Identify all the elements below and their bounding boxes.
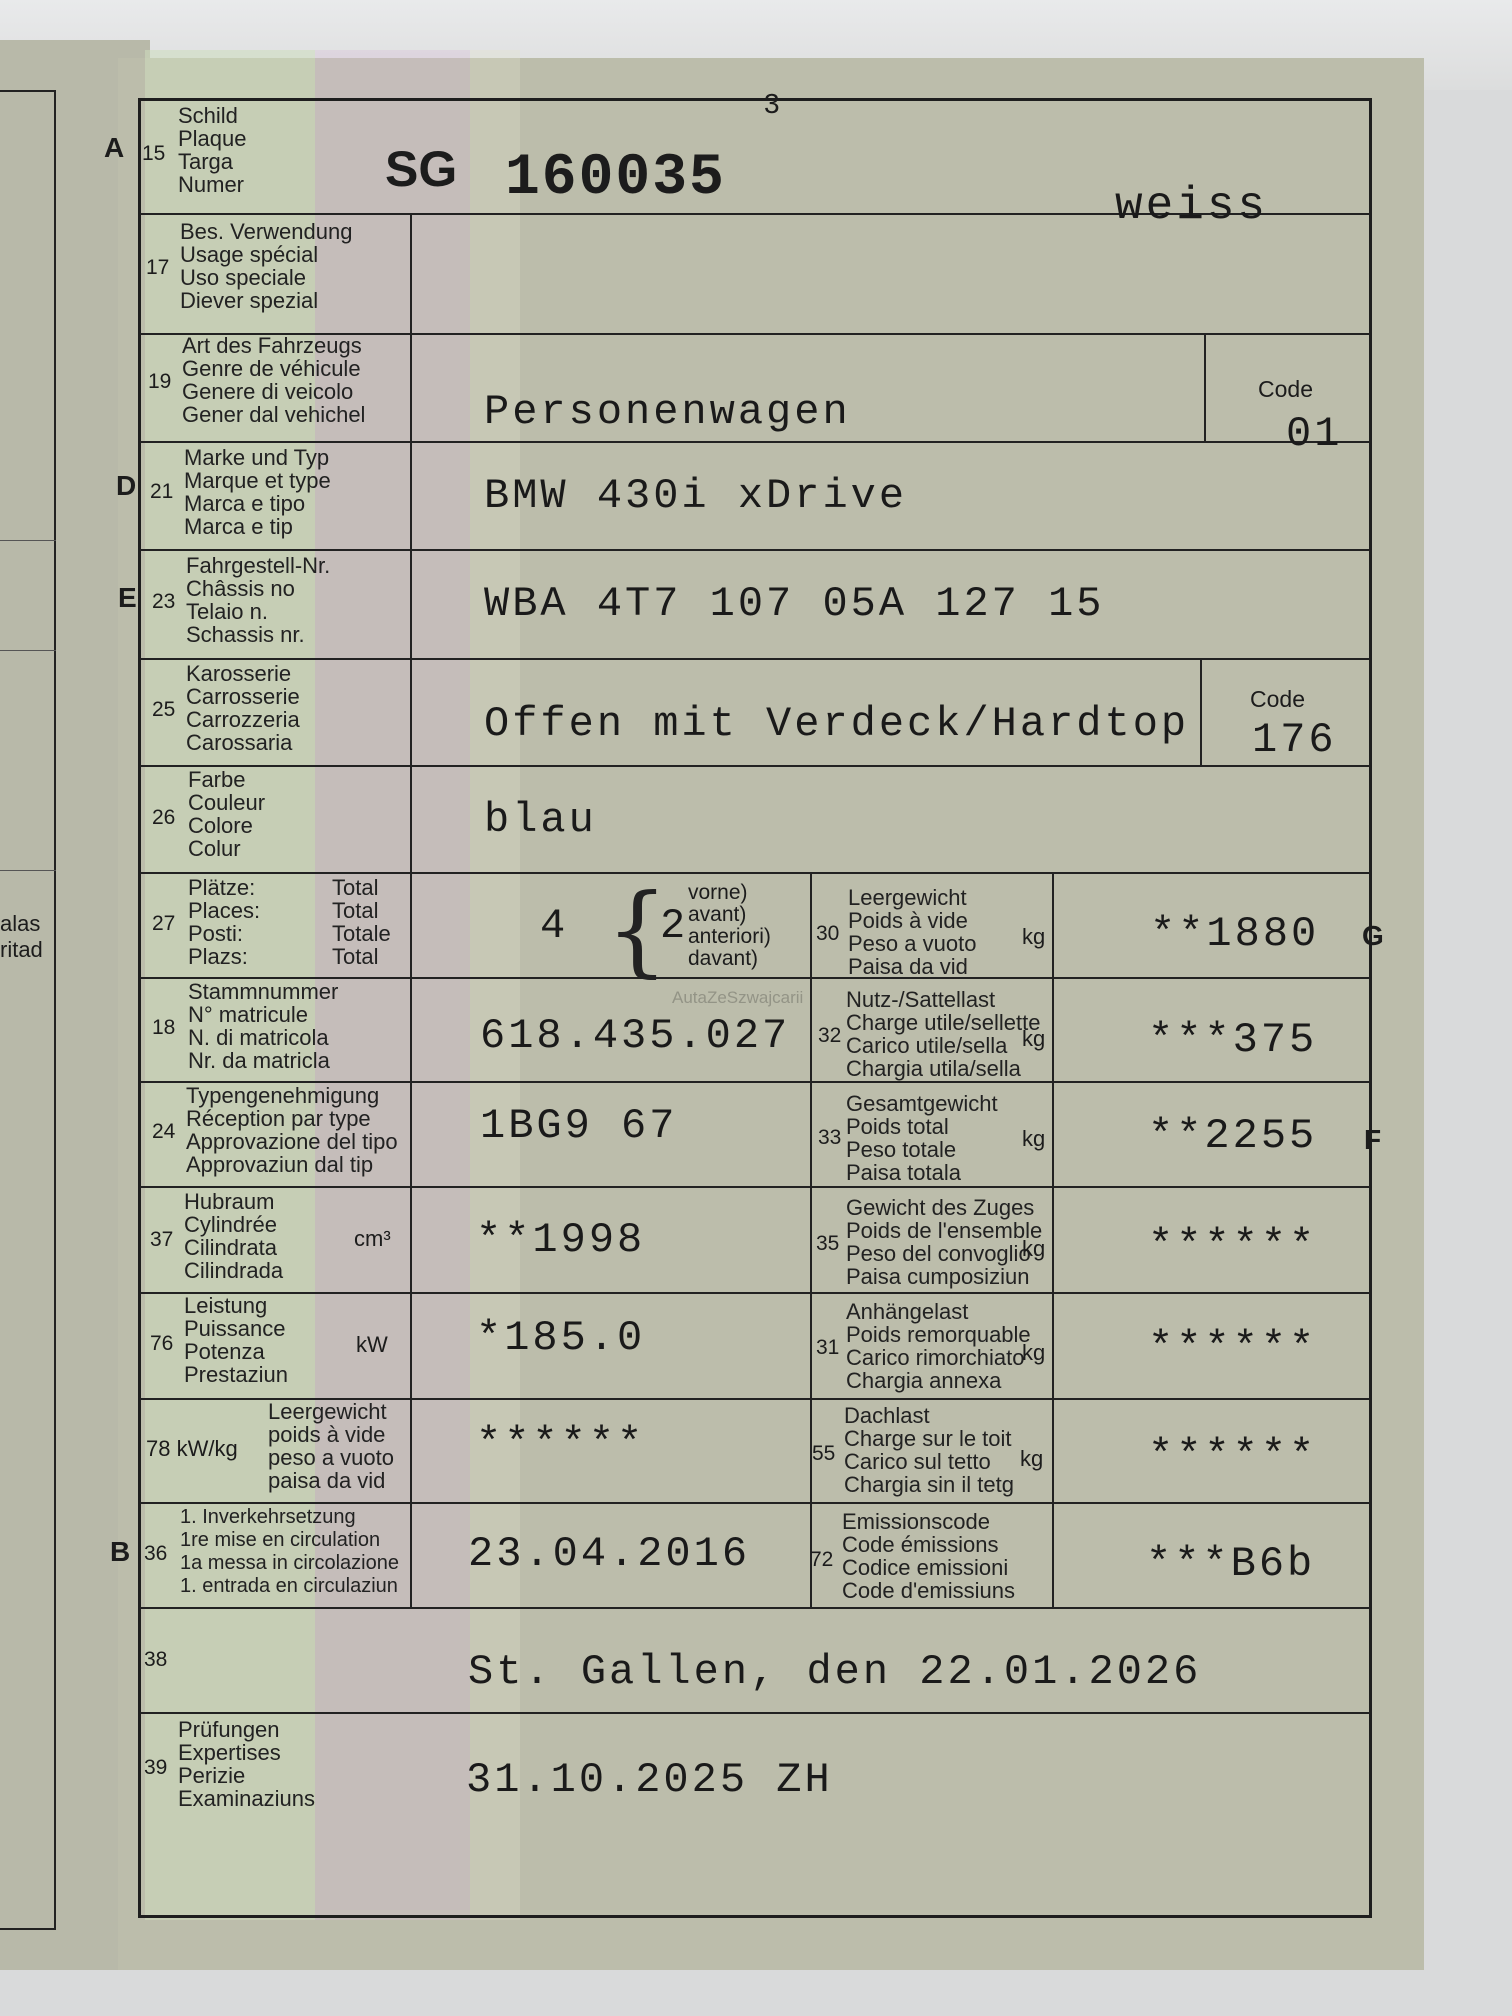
marker-a: A — [104, 132, 125, 163]
chassis-label: Fahrgestell-Nr. Châssis no Telaio n. Schassis nr. — [186, 553, 331, 647]
make-model-value: BMW 430i xDrive — [484, 472, 908, 520]
first-registration-label: 1. Inverkehrsetzung 1re mise en circulation 1a messa in circolazione 1. entrada en circulaziun — [180, 1506, 399, 1597]
displacement-value: **1998 — [476, 1216, 646, 1264]
field-32-number: 32 — [818, 1024, 842, 1047]
registry-label: Stammnummer N° matricule N. di matricola Nr. da matricla — [188, 979, 339, 1073]
displacement-label: Hubraum Cylindrée Cilindrata Cilindrada — [184, 1189, 284, 1283]
seats-brace: { — [606, 874, 669, 988]
train-weight-label: Gewicht des Zuges Poids de l'ensemble Peso del convoglio Paisa cumposiziun — [846, 1195, 1043, 1289]
marker-g: G — [1362, 920, 1384, 951]
field-78-number: 78 kW/kg — [146, 1436, 238, 1461]
field-24-number: 24 — [152, 1120, 176, 1143]
field-27-number: 27 — [152, 912, 176, 935]
total-weight-label: Gesamtgewicht Poids total Peso totale Paisa totala — [846, 1091, 998, 1185]
field-76-number: 76 — [150, 1332, 174, 1355]
field-25-number: 25 — [152, 698, 176, 721]
train-weight-value: ****** — [1148, 1222, 1318, 1270]
roof-load-value: ****** — [1148, 1432, 1318, 1480]
watermark: AutaZeSzwajcarii — [672, 988, 804, 1007]
registry-value: 618.435.027 — [480, 1012, 791, 1060]
seats-label: Plätze: Places: Posti: Plazs: — [188, 875, 261, 969]
type-approval-label: Typengenehmigung Réception par type Approvazione del tipo Approvaziun dal tip — [186, 1083, 398, 1177]
left-page-text-1: alas — [0, 911, 41, 936]
roof-load-unit: kg — [1020, 1446, 1044, 1471]
power-value: *185.0 — [476, 1314, 646, 1362]
body-code: 176 — [1252, 716, 1337, 764]
make-model-label: Marke und Typ Marque et type Marca e tipo Marca e tip — [184, 445, 331, 539]
payload-unit: kg — [1022, 1026, 1046, 1051]
field-18-number: 18 — [152, 1016, 176, 1039]
train-weight-unit: kg — [1022, 1236, 1046, 1261]
field-55-number: 55 — [812, 1442, 836, 1465]
body-code-label: Code — [1250, 686, 1305, 712]
field-15-number: 15 — [142, 142, 166, 165]
seats-front-value: 2 — [660, 902, 689, 950]
field-19-number: 19 — [148, 370, 172, 393]
plate-color: weiss — [1115, 180, 1269, 232]
body-label: Karosserie Carrosserie Carrozzeria Carossaria — [186, 661, 300, 755]
payload-value: ***375 — [1148, 1016, 1318, 1064]
field-72-number: 72 — [810, 1548, 834, 1571]
field-39-number: 39 — [144, 1756, 168, 1779]
power-weight-label: Leergewicht poids à vide peso a vuoto paisa da vid — [268, 1399, 394, 1493]
marker-b: B — [110, 1536, 131, 1567]
field-23-number: 23 — [152, 590, 176, 613]
type-approval-value: 1BG9 67 — [480, 1102, 678, 1150]
empty-weight-value: **1880 — [1150, 910, 1320, 958]
field-30-number: 30 — [816, 922, 840, 945]
payload-label: Nutz-/Sattellast Charge utile/sellette Carico utile/sella Chargia utila/sella — [846, 987, 1041, 1081]
power-label: Leistung Puissance Potenza Prestaziun — [184, 1293, 288, 1387]
marker-e: E — [118, 582, 137, 613]
field-37-number: 37 — [150, 1228, 174, 1251]
field-35-number: 35 — [816, 1232, 840, 1255]
inspections-value: 31.10.2025 ZH — [466, 1756, 833, 1804]
total-weight-unit: kg — [1022, 1126, 1046, 1151]
field-31-number: 31 — [816, 1336, 840, 1359]
trailer-load-unit: kg — [1022, 1340, 1046, 1365]
plate-label: Schild Plaque Targa Numer — [178, 103, 247, 197]
seats-front-label: vorne) avant) anteriori) davant) — [688, 881, 771, 970]
first-registration-value: 23.04.2016 — [468, 1530, 751, 1578]
empty-weight-unit: kg — [1022, 924, 1046, 949]
field-26-number: 26 — [152, 806, 176, 829]
field-36-number: 36 — [144, 1542, 168, 1565]
emissions-value: ***B6b — [1146, 1540, 1316, 1588]
power-unit: kW — [356, 1332, 388, 1357]
plate-number: 160035 — [505, 146, 726, 211]
field-17-number: 17 — [146, 256, 170, 279]
total-weight-value: **2255 — [1148, 1112, 1318, 1160]
displacement-unit: cm³ — [354, 1226, 391, 1251]
field-38-number: 38 — [144, 1648, 168, 1671]
trailer-load-label: Anhängelast Poids remorquable Carico rimorchiato Chargia annexa — [846, 1299, 1031, 1393]
trailer-load-value: ****** — [1148, 1324, 1318, 1372]
vehicle-type-label: Art des Fahrzeugs Genre de véhicule Genere di veicolo Gener dal vehichel — [182, 333, 366, 427]
special-use-label: Bes. Verwendung Usage spécial Uso speciale Diever spezial — [180, 219, 353, 313]
left-page-text-2: ritad — [0, 937, 43, 962]
page-number: 3 — [764, 88, 780, 119]
plate-canton: SG — [385, 141, 458, 197]
inspections-label: Prüfungen Expertises Perizie Examinaziuns — [178, 1717, 315, 1811]
power-weight-value: ****** — [476, 1420, 646, 1468]
field-33-number: 33 — [818, 1126, 842, 1149]
seats-total-label: Total Total Totale Total — [332, 875, 391, 969]
vehicle-type-code-label: Code — [1258, 376, 1313, 402]
field-21-number: 21 — [150, 480, 174, 503]
vehicle-type-value: Personenwagen — [484, 388, 851, 436]
seats-value: 4 — [540, 902, 569, 950]
marker-f: F — [1364, 1124, 1382, 1155]
body-value: Offen mit Verdeck/Hardtop — [484, 700, 1190, 748]
issue-place-date: St. Gallen, den 22.01.2026 — [468, 1648, 1202, 1696]
chassis-value: WBA 4T7 107 05A 127 15 — [484, 580, 1105, 628]
marker-d: D — [116, 470, 137, 501]
vehicle-type-code: 01 — [1286, 410, 1343, 458]
colour-label: Farbe Couleur Colore Colur — [188, 767, 266, 861]
emissions-label: Emissionscode Code émissions Codice emissioni Code d'emissiuns — [842, 1509, 1015, 1603]
roof-load-label: Dachlast Charge sur le toit Carico sul tetto Chargia sin il tetg — [844, 1403, 1014, 1497]
colour-value: blau — [484, 796, 597, 844]
empty-weight-label: Leergewicht Poids à vide Peso a vuoto Paisa da vid — [848, 885, 977, 979]
